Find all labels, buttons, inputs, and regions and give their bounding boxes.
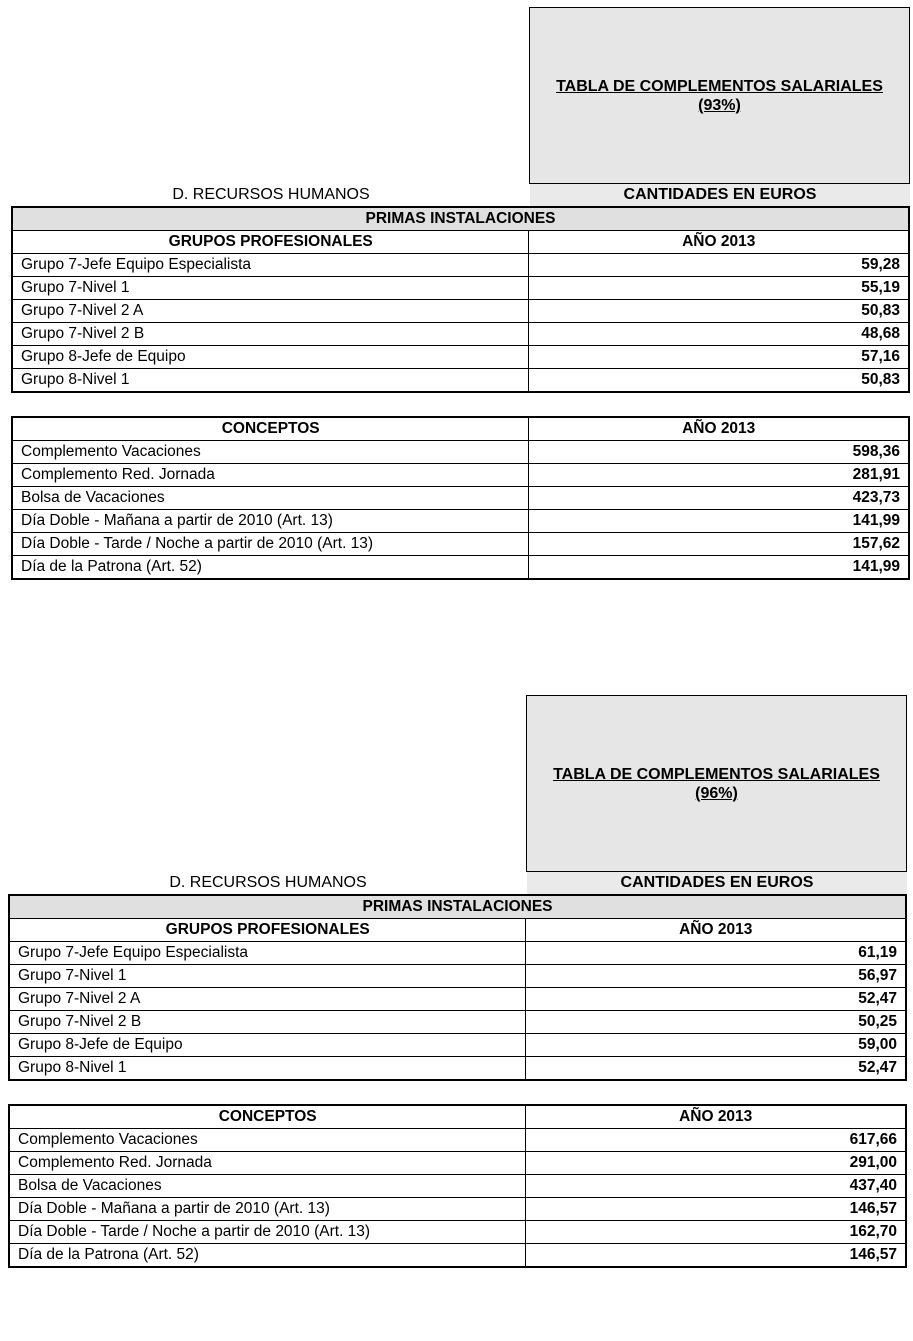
table-row: Complemento Vacaciones 598,36: [12, 441, 909, 464]
title-box-93: [529, 7, 910, 184]
groups-table: [8, 894, 907, 1081]
euros-label: CANTIDADES EN EUROS: [527, 872, 907, 894]
table-row: Día de la Patrona (Art. 52) 146,57: [9, 1244, 906, 1268]
table-row: Grupo 7-Jefe Equipo Especialista 59,28: [12, 254, 909, 277]
dept-label: D. RECURSOS HUMANOS: [172, 186, 370, 203]
primas-header: PRIMAS INSTALACIONES: [12, 207, 909, 231]
concepts-table: [8, 1104, 907, 1268]
table-row: Grupo 7-Nivel 2 A 50,83: [12, 300, 909, 323]
euros-label: CANTIDADES EN EUROS: [530, 184, 910, 206]
groups-table: [11, 206, 910, 393]
primas-header: PRIMAS INSTALACIONES: [9, 895, 906, 919]
groups-header: GRUPOS PROFESIONALES: [9, 919, 526, 942]
table-row: Complemento Red. Jornada 291,00: [9, 1152, 906, 1175]
table-row: Grupo 7-Nivel 1 56,97: [9, 965, 906, 988]
table-row: Grupo 8-Nivel 1 52,47: [9, 1057, 906, 1081]
table-row: Grupo 7-Jefe Equipo Especialista 61,19: [9, 942, 906, 965]
table-row: Grupo 8-Nivel 1 50,83: [12, 369, 909, 393]
table-row: Día Doble - Tarde / Noche a partir de 2010 (Art. 13) 162,70: [9, 1221, 906, 1244]
dept-label: D. RECURSOS HUMANOS: [169, 874, 367, 891]
table-row: Bolsa de Vacaciones 437,40: [9, 1175, 906, 1198]
table-row: Día Doble - Tarde / Noche a partir de 2010 (Art. 13) 157,62: [12, 533, 909, 556]
groups-header: GRUPOS PROFESIONALES: [12, 231, 529, 254]
concepts-header: CONCEPTOS: [9, 1105, 526, 1129]
title-text: TABLA DE COMPLEMENTOS SALARIALES (96%): [553, 765, 880, 802]
table-row: Grupo 7-Nivel 2 B 48,68: [12, 323, 909, 346]
table-row: Grupo 8-Jefe de Equipo 59,00: [9, 1034, 906, 1057]
table-row: Día Doble - Mañana a partir de 2010 (Art. 13) 146,57: [9, 1198, 906, 1221]
year-header: AÑO 2013: [526, 1105, 906, 1129]
table-row: Grupo 7-Nivel 1 55,19: [12, 277, 909, 300]
year-header: AÑO 2013: [526, 919, 906, 942]
table-row: Complemento Vacaciones 617,66: [9, 1129, 906, 1152]
title-box-96: [526, 695, 907, 872]
table-row: Grupo 7-Nivel 2 B 50,25: [9, 1011, 906, 1034]
table-row: Complemento Red. Jornada 281,91: [12, 464, 909, 487]
table-row: Grupo 7-Nivel 2 A 52,47: [9, 988, 906, 1011]
table-row: Día Doble - Mañana a partir de 2010 (Art. 13) 141,99: [12, 510, 909, 533]
year-header: AÑO 2013: [529, 417, 909, 441]
title-text: TABLA DE COMPLEMENTOS SALARIALES (93%): [556, 77, 883, 114]
concepts-header: CONCEPTOS: [12, 417, 529, 441]
table-row: Bolsa de Vacaciones 423,73: [12, 487, 909, 510]
table-row: Día de la Patrona (Art. 52) 141,99: [12, 556, 909, 580]
table-row: Grupo 8-Jefe de Equipo 57,16: [12, 346, 909, 369]
year-header: AÑO 2013: [529, 231, 909, 254]
concepts-table: [11, 416, 910, 580]
